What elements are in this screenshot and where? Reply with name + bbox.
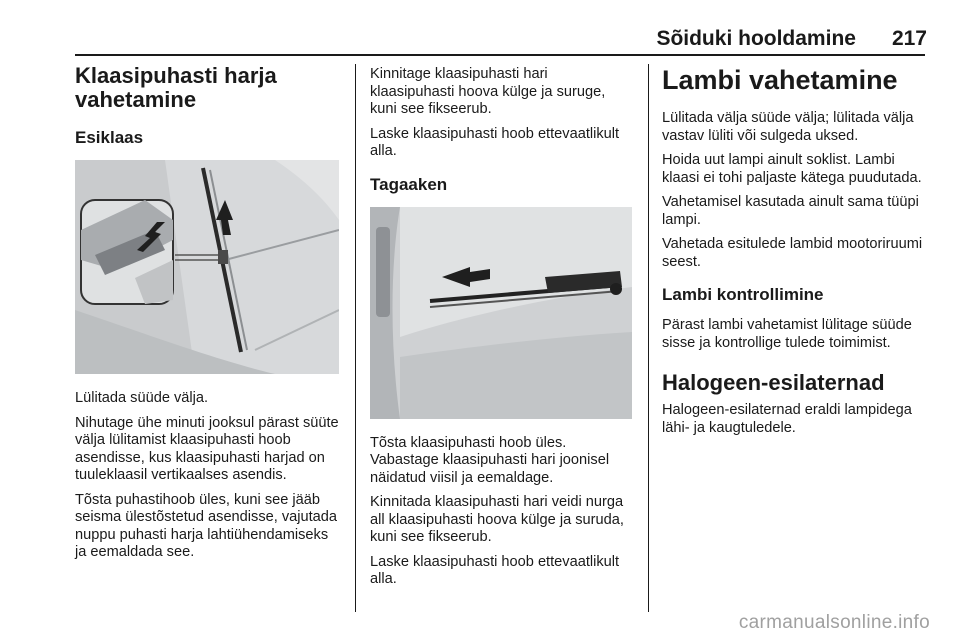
windshield-wiper-illustration <box>75 160 339 374</box>
paragraph: Vahetada esitulede lambid mootoriruumi seest. <box>662 236 923 270</box>
paragraph: Kinnitage klaasipuhasti hari klaasipuhasti hoova külge ja suruge, kuni see fikseerub. <box>370 66 606 117</box>
section-heading-lamp: Lambi vahetamine <box>662 65 898 95</box>
paragraph: Lülitada süüde välja. <box>75 390 209 406</box>
column-divider <box>648 64 649 612</box>
column-divider <box>355 64 356 612</box>
paragraph: Lülitada välja süüde välja; lülitada välja vastav lüliti või sulgeda uksed. <box>662 110 914 144</box>
section-heading-wiper: Klaasipuhasti harja vahetamine <box>75 63 277 112</box>
paragraph: Hoida uut lampi ainult soklist. Lambi klaasi ei tohi paljaste kätega puudutada. <box>662 152 922 186</box>
page-number: 217 <box>891 27 927 50</box>
subheading-rear-window: Tagaaken <box>370 174 448 194</box>
rear-wiper-illustration <box>370 207 632 419</box>
column-wiper-front <box>75 64 341 569</box>
column-wiper-rear <box>370 66 634 596</box>
paragraph: Tõsta klaasipuhasti hoob üles. Vabastage klaasipuhasti hari joonisel näidatud viisil ja eemaldage. <box>370 434 610 486</box>
subheading-lamp-check: Lambi kontrollimine <box>662 285 824 304</box>
paragraph: Pärast lambi vahetamist lülitage süüde sisse ja kontrollige tulede toimimist. <box>662 317 912 351</box>
header-rule <box>75 54 925 56</box>
paragraph: Laske klaasipuhasti hoob ettevaatlikult alla. <box>370 553 620 587</box>
watermark: carmanualsonline.info <box>738 612 930 633</box>
paragraph: Tõsta puhastihoob üles, kuni see jääb seisma ülestõstetud asendisse, vajutada nuppu puhasti harja lahtiühendamiseks ja eemaldada see. <box>75 491 338 560</box>
section-title: Sõiduki hooldamine <box>656 27 856 50</box>
subheading-windshield: Esiklaas <box>75 128 144 147</box>
paragraph: Kinnitada klaasipuhasti hari veidi nurga all klaasipuhasti hoova külge ja suruda, kuni see fikseerub. <box>370 494 624 545</box>
paragraph: Laske klaasipuhasti hoob ettevaatlikult alla. <box>370 125 620 159</box>
page-header <box>75 27 927 53</box>
paragraph: Vahetamisel kasutada ainult sama tüüpi lampi. <box>662 194 919 228</box>
column-lamp-replacement <box>662 64 930 444</box>
paragraph: Halogeen-esilaternad eraldi lampidega lähi- ja kaugtuledele. <box>662 402 912 436</box>
paragraph: Nihutage ühe minuti jooksul pärast süüte välja lülitamist klaasipuhasti hoob asendisse, kus klaasipuhasti harjad on tuuleklaasil vertikaalses asendis. <box>75 414 339 483</box>
section-heading-halogen: Halogeen-esilaternad <box>662 370 885 395</box>
